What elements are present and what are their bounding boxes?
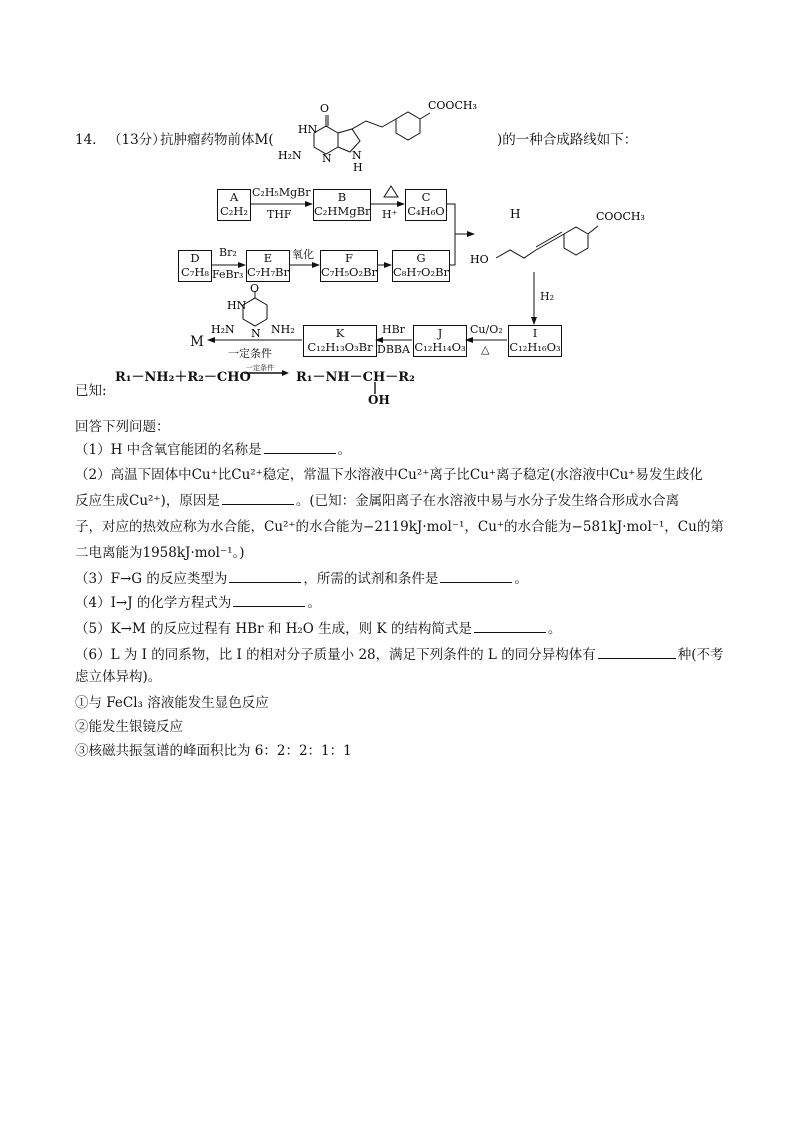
reagent-e-f-top: 氧化	[292, 248, 314, 261]
pyr-n-text: N	[251, 327, 261, 340]
q5-blank[interactable]	[474, 620, 546, 633]
pyr-h2n-text: H₂N	[211, 323, 235, 336]
h-label-text: H	[510, 207, 521, 221]
m-h2n-text: H₂N	[278, 149, 302, 162]
q1: （1）H 中含氧官能团的名称是 。	[75, 442, 352, 458]
q2-line1: （2）高温下固体中Cu⁺比Cu²⁺稳定，常温下水溶液中Cu²⁺离子比Cu⁺离子稳定(水溶液中Cu⁺易发生歧化	[75, 467, 703, 483]
q6-blank[interactable]	[598, 646, 676, 659]
box-j: J C₁₂H₁₄O₃	[413, 325, 467, 357]
known-oh: OH	[368, 393, 390, 407]
question-number: 14．	[75, 132, 106, 148]
molecule-h-structure	[470, 200, 670, 270]
box-a: A C₂H₂	[217, 189, 251, 221]
answer-intro: 回答下列问题：	[75, 419, 170, 435]
pyr-nh2-text: NH₂	[271, 323, 295, 336]
q6-line2: 虑立体异构)。	[75, 669, 162, 685]
reagent-d-e-bottom: FeBr₃	[212, 268, 244, 281]
q3-blank-reagents[interactable]	[440, 570, 512, 583]
reagent-b-c-bottom: H⁺	[382, 208, 398, 221]
q2-line3: 子，对应的热效应称为水合能，Cu²⁺的水合能为−2119kJ·mol⁻¹，Cu⁺的水合能为−581kJ·mol⁻¹，Cu的第	[75, 519, 724, 535]
box-c: C C₄H₆O	[405, 189, 447, 221]
m-hn-text: HN	[298, 123, 318, 136]
q3-blank-type[interactable]	[229, 570, 301, 583]
q4: （4）I→J 的化学方程式为 。	[75, 595, 321, 611]
reagent-i-j-bottom: △	[481, 343, 490, 356]
scheme-arrows	[0, 0, 800, 420]
q2-line4: 二电离能为1958kJ·mol⁻¹。)	[75, 545, 245, 561]
reagent-a-b-bottom: THF	[267, 208, 292, 221]
known-left: R₁－NH₂＋R₂－CHO	[115, 370, 251, 385]
known-arrow	[242, 368, 292, 378]
q6-line1: （6）L 为 I 的同系物，比 I 的相对分子质量小 28，满足下列条件的 L 的同分异构体有 种(不考	[75, 647, 724, 663]
condition-3: ③核磁共振氢谱的峰面积比为 6：2：2：1：1	[75, 743, 352, 759]
condition-1: ①与 FeCl₃ 溶液能发生显色反应	[75, 695, 269, 711]
reagent-j-k-top: HBr	[382, 323, 405, 336]
box-g: G C₈H₇O₂Br	[392, 250, 450, 282]
known-label: 已知:	[75, 383, 107, 399]
m-n-text: N	[322, 152, 332, 165]
question-points: （13分）	[108, 132, 166, 148]
known-condition: 一定条件	[246, 364, 274, 372]
molecule-pyrimidine-structure	[205, 283, 315, 343]
pyr-hn-text: HN	[227, 299, 247, 312]
box-i: I C₁₂H₁₆O₃	[508, 325, 562, 357]
box-e: E C₇H₇Br	[246, 250, 290, 282]
question-intro-b: )的一种合成路线如下：	[497, 132, 638, 148]
m-o-text: O	[320, 102, 330, 115]
q2-line2: 反应生成Cu²⁺)，原因是 。(已知：金属阳离子在水溶液中易与水分子发生络合形成水合离	[75, 493, 680, 509]
m-h-text: H	[353, 161, 363, 174]
condition-2: ②能发生银镜反应	[75, 719, 183, 735]
reagent-a-b-top: C₂H₅MgBr	[252, 186, 311, 199]
known-right: R₁－NH－CH－R₂	[296, 370, 415, 385]
box-k: K C₁₂H₁₃O₃Br	[303, 325, 377, 357]
q1-text: （1）H 中含氧官能团的名称是	[75, 442, 262, 458]
m-ester-text: COOCH₃	[428, 99, 477, 112]
m-nh-text: N	[352, 149, 362, 162]
product-m-label: M	[190, 334, 204, 350]
q4-blank[interactable]	[233, 594, 305, 607]
q2-blank[interactable]	[222, 492, 294, 505]
q3: （3）F→G 的反应类型为 ，所需的试剂和条件是 。	[75, 571, 528, 587]
q1-blank[interactable]	[264, 441, 336, 454]
reagent-k-m-bottom: 一定条件	[228, 347, 272, 360]
q5: （5）K→M 的反应过程有 HBr 和 H₂O 生成，则 K 的结构简式是 。	[75, 621, 562, 637]
pyr-o-text: O	[250, 283, 260, 295]
box-d: D C₇H₈	[178, 250, 212, 282]
reagent-i-j-top: Cu/O₂	[470, 323, 503, 336]
h-ester-text: COOCH₃	[596, 210, 645, 223]
reagent-d-e-top: Br₂	[219, 246, 237, 259]
reagent-j-k-bottom: DBBA	[377, 343, 410, 356]
question-intro-a: 抗肿瘤药物前体M(	[160, 132, 274, 148]
h-ho-text: HO	[470, 253, 489, 266]
reagent-h-i: H₂	[540, 290, 555, 303]
box-f: F C₇H₅O₂Br	[320, 250, 378, 282]
box-b: B C₂HMgBr	[313, 189, 371, 221]
